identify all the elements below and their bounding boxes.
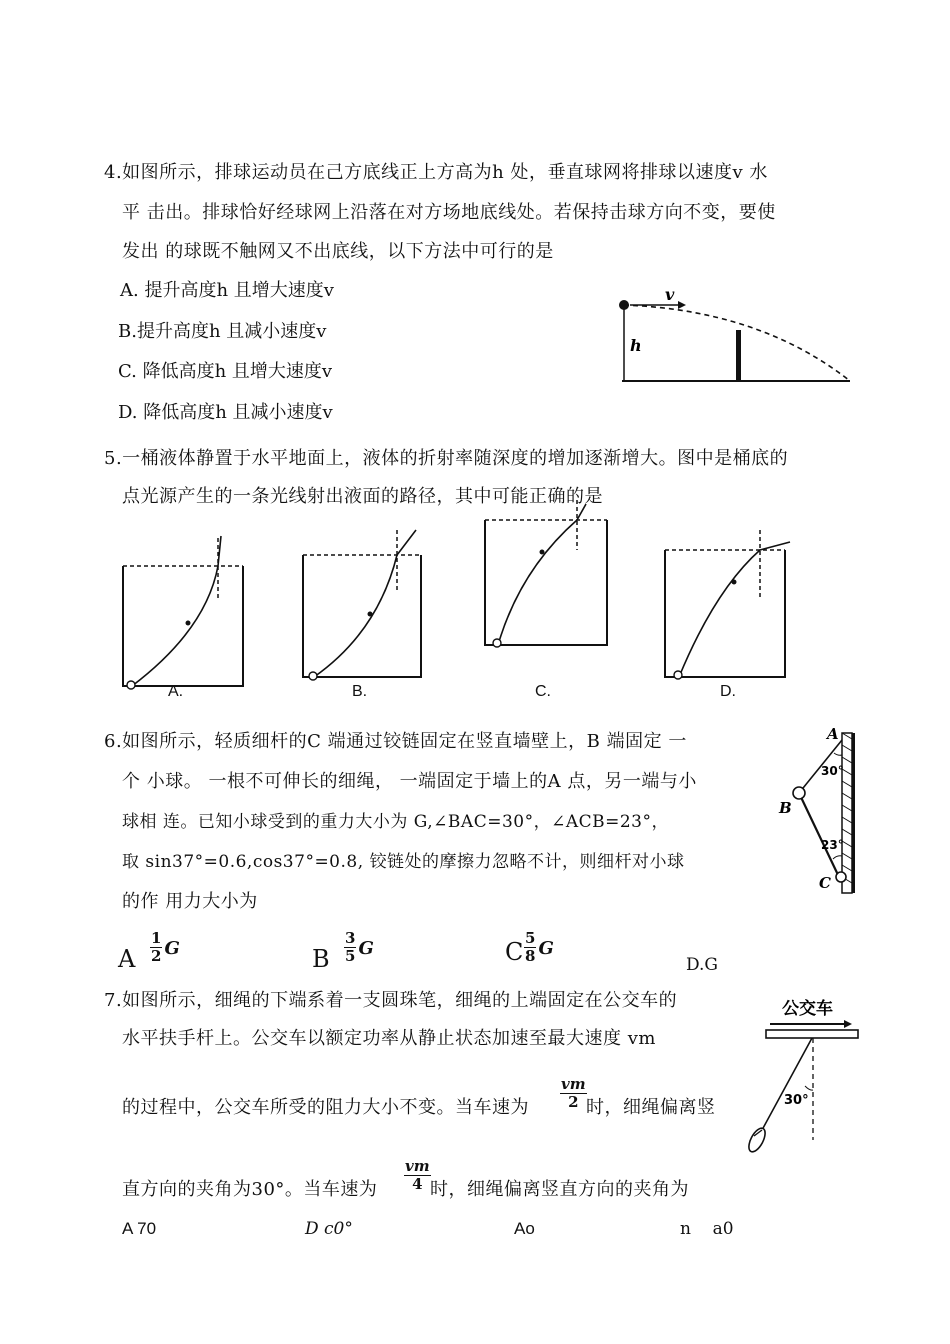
angle-label: 30° (784, 1093, 809, 1108)
q7-bus-figure (740, 990, 870, 1165)
q6-option-a-letter: A (118, 945, 136, 973)
q6-option-b-letter: B (312, 945, 330, 973)
q5-label-c: C. (535, 683, 551, 700)
label-c: C (819, 874, 831, 892)
q7-frac1-den: 2 (568, 1093, 579, 1111)
q7-fraction-2 (404, 1158, 431, 1193)
q7-option-c: Ao (514, 1219, 535, 1238)
ball-b (793, 787, 805, 799)
q4-line-1: 4.如图所示，排球运动员在己方底线正上方高为h 处，垂直球网将排球以速度v 水 (104, 162, 768, 183)
bus-direction-arrowhead (844, 1020, 852, 1028)
q6-line-3: 球相 连。已知小球受到的重力大小为 G,∠BAC=30°，∠ACB=23°， (122, 812, 669, 832)
q4-line-3: 发出 的球既不触网又不出底线，以下方法中可行的是 (122, 241, 554, 262)
label-h: h (630, 336, 642, 355)
q5-figure-b (298, 522, 438, 687)
q6-line-4: 取 sin37°=0.6,cos37°=0.8, 铰链处的摩擦力忽略不计，则细杆对小球 (122, 852, 685, 872)
q7-frac2-num: vm (405, 1157, 430, 1175)
q4-option-b: B.提升高度h 且减小速度v (118, 321, 327, 342)
rod-bc (799, 793, 839, 877)
q5-figure-c (480, 500, 620, 680)
handrail (766, 1030, 858, 1038)
label-v: v (665, 285, 675, 304)
bus-title: 公交车 (782, 999, 833, 1019)
q6-option-c-fraction (524, 929, 554, 965)
q6-line-2: 个 小球。 一根不可伸长的细绳， 一端固定于墙上的A 点，另一端与小 (122, 771, 697, 792)
q6-line-1: 6.如图所示，轻质细杆的C 端通过铰链固定在竖直墙壁上，B 端固定 一 (104, 731, 687, 752)
q6-c-numerator: 5 (525, 929, 536, 947)
label-30: 30° (821, 764, 844, 778)
wall (842, 733, 852, 893)
q6-c-g: G (538, 938, 554, 959)
label-a: A (827, 725, 839, 743)
q6-a-g: G (164, 938, 180, 959)
string (762, 1038, 812, 1130)
q6-b-g: G (358, 938, 374, 959)
net (736, 330, 741, 381)
q6-option-d: D.G (686, 955, 719, 975)
label-b: B (779, 799, 792, 817)
q5-line-2: 点光源产生的一条光线射出液面的路径，其中可能正确的是 (122, 486, 603, 507)
q5-line-1: 5.一桶液体静置于水平地面上，液体的折射率随深度的增加逐渐增大。图中是桶底的 (104, 448, 789, 469)
q4-option-a: A. 提升高度h 且增大速度v (120, 280, 334, 301)
q6-option-b-fraction (344, 929, 374, 965)
q6-option-c-letter: C (505, 938, 524, 966)
label-23: 23° (821, 838, 844, 852)
q7-option-d: n a0 (680, 1219, 734, 1239)
q7-line-4b: 时，细绳偏离竖直方向的夹角为 (430, 1179, 689, 1200)
q5-label-b: B. (352, 683, 368, 700)
q7-option-a: A 70 (122, 1219, 157, 1238)
q6-line-5: 的作 用力大小为 (122, 891, 258, 912)
q6-option-a-fraction (150, 929, 180, 965)
q6-b-numerator: 3 (345, 929, 356, 947)
q7-line-1: 7.如图所示，细绳的下端系着一支圆珠笔，细绳的上端固定在公交车的 (104, 990, 678, 1011)
q4-line-2: 平 击出。排球恰好经球网上沿落在对方场地底线处。若保持击球方向不变，要使 (122, 202, 776, 223)
q5-label-a: A. (168, 683, 184, 700)
q7-frac2-den: 4 (412, 1175, 423, 1193)
q7-option-b: D c0° (305, 1219, 353, 1239)
q6-c-denominator: 8 (525, 947, 536, 965)
q7-line-3b: 时，细绳偏离竖 (586, 1097, 716, 1118)
q6-b-denominator: 5 (345, 947, 356, 965)
q7-line-4a: 直方向的夹角为30°。当车速为 (122, 1179, 378, 1200)
q6-a-denominator: 2 (151, 947, 162, 965)
q7-fraction-1 (560, 1076, 587, 1111)
q5-figure-a (118, 530, 253, 695)
q4-volleyball-figure (610, 285, 860, 390)
q7-line-3a: 的过程中，公交车所受的阻力大小不变。当车速为 (122, 1097, 529, 1118)
pen (746, 1126, 769, 1155)
q4-option-d: D. 降低高度h 且减小速度v (118, 402, 333, 423)
velocity-arrow-head (678, 301, 686, 309)
q4-option-c: C. 降低高度h 且增大速度v (118, 361, 333, 382)
q6-a-numerator: 1 (151, 929, 162, 947)
q7-line-2: 水平扶手杆上。公交车以额定功率从静止状态加速至最大速度 vm (122, 1028, 656, 1049)
q5-figure-d (660, 530, 800, 695)
q7-frac1-num: vm (561, 1075, 586, 1093)
hinge-c (836, 872, 846, 882)
q5-label-d: D. (720, 683, 736, 700)
q6-rod-figure (775, 725, 865, 900)
